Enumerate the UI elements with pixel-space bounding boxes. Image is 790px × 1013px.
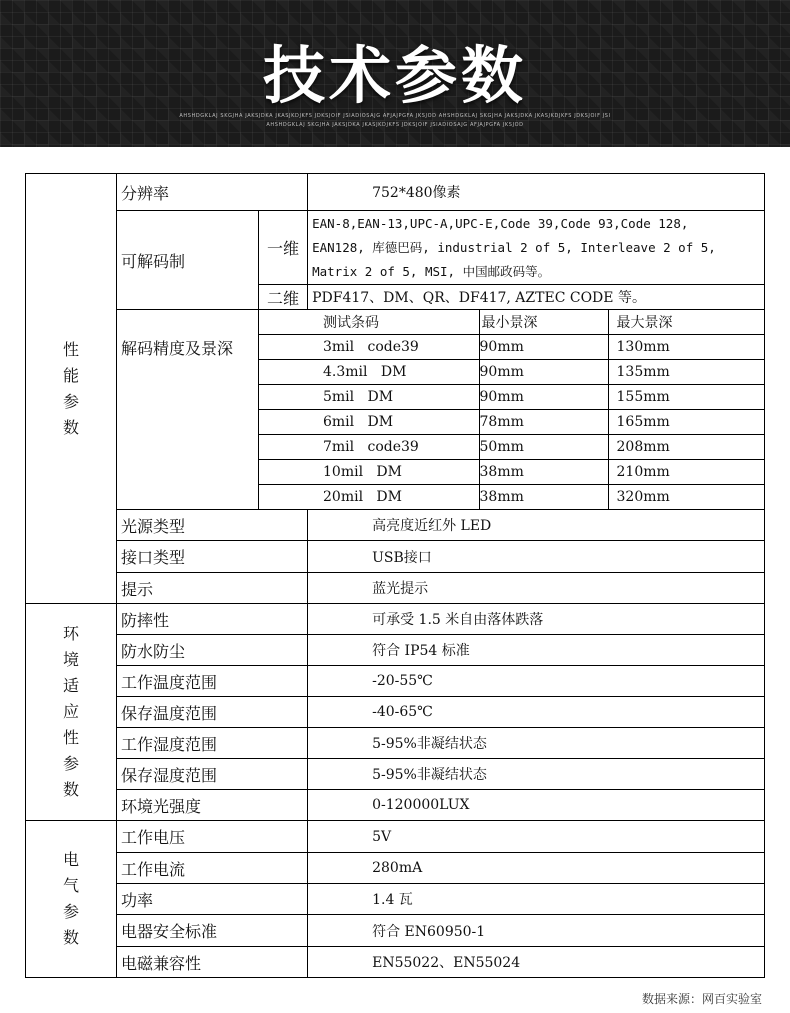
row-value: 蓝光提示 bbox=[308, 573, 765, 604]
row-label: 工作温度范围 bbox=[117, 666, 308, 697]
table-row bbox=[26, 604, 765, 635]
row-value: 高亮度近红外 LED bbox=[308, 510, 765, 541]
table-row: 3mil code39 90mm 130mm bbox=[259, 335, 764, 360]
table-row bbox=[26, 915, 765, 947]
table-row bbox=[26, 759, 765, 790]
row-value: 可承受 1.5 米自由落体跌落 bbox=[308, 604, 765, 635]
sub-label-2d: 二维 bbox=[259, 285, 308, 310]
row-value: 5-95%非凝结状态 bbox=[308, 728, 765, 759]
column-header: 最大景深 bbox=[608, 310, 764, 335]
row-label: 工作电流 bbox=[117, 853, 308, 884]
spec-table bbox=[25, 173, 765, 978]
table-row bbox=[26, 211, 765, 285]
table-row bbox=[26, 728, 765, 759]
row-label: 电器安全标准 bbox=[117, 915, 308, 947]
table-row bbox=[26, 510, 765, 541]
row-label: 工作湿度范围 bbox=[117, 728, 308, 759]
row-value: -40-65℃ bbox=[308, 697, 765, 728]
category-environment: 环 境 适 应 性 参 数 bbox=[26, 604, 117, 821]
table-row bbox=[26, 635, 765, 666]
category-electrical: 电 气 参 数 bbox=[26, 821, 117, 978]
row-label: 解码精度及景深 bbox=[117, 310, 259, 510]
table-row bbox=[26, 666, 765, 697]
row-label: 保存温度范围 bbox=[117, 697, 308, 728]
table-row bbox=[26, 573, 765, 604]
row-label: 接口类型 bbox=[117, 541, 308, 573]
table-row bbox=[26, 790, 765, 821]
row-value: 5-95%非凝结状态 bbox=[308, 759, 765, 790]
table-header-row bbox=[259, 310, 764, 335]
row-label: 功率 bbox=[117, 884, 308, 915]
row-label: 工作电压 bbox=[117, 821, 308, 853]
precision-subtable-cell bbox=[259, 310, 765, 510]
table-row bbox=[26, 853, 765, 884]
row-value: 符合 IP54 标准 bbox=[308, 635, 765, 666]
table-row: 20mil DM 38mm 320mm bbox=[259, 485, 764, 510]
table-row: 7mil code39 50mm 208mm bbox=[259, 435, 764, 460]
row-label: 环境光强度 bbox=[117, 790, 308, 821]
row-value-2d: PDF417、DM、QR、DF417, AZTEC CODE 等。 bbox=[308, 285, 765, 310]
row-value: USB接口 bbox=[308, 541, 765, 573]
row-label: 电磁兼容性 bbox=[117, 947, 308, 978]
table-row: 5mil DM 90mm 155mm bbox=[259, 385, 764, 410]
decorative-subtitle: AHSHDGKLAJ SKGJHA JAKSJDKA JKASJKDJKFS JDKSJOIF JSIADIOSAJG AFJAJPGFA JKSJOD AHSHDGKLAJ SKGJHA JAKSJDKA JKASJKDJKFS JDKSJOIF JSI bbox=[179, 113, 611, 119]
column-header: 最小景深 bbox=[479, 310, 608, 335]
row-value: -20-55℃ bbox=[308, 666, 765, 697]
row-label: 光源类型 bbox=[117, 510, 308, 541]
row-value: 符合 EN60950-1 bbox=[308, 915, 765, 947]
table-row bbox=[26, 947, 765, 978]
data-source-note: 数据来源：网百实验室 bbox=[641, 992, 762, 1006]
table-row bbox=[26, 821, 765, 853]
table-row: 6mil DM 78mm 165mm bbox=[259, 410, 764, 435]
table-row bbox=[26, 174, 765, 211]
row-label: 分辨率 bbox=[117, 174, 308, 211]
precision-table bbox=[259, 310, 764, 509]
table-row bbox=[26, 541, 765, 573]
table-row: 10mil DM 38mm 210mm bbox=[259, 460, 764, 485]
row-value: 280mA bbox=[308, 853, 765, 884]
row-value: 5V bbox=[308, 821, 765, 853]
row-label: 提示 bbox=[117, 573, 308, 604]
page-title: 技术参数 bbox=[262, 39, 527, 112]
row-value: 1.4 瓦 bbox=[308, 884, 765, 915]
column-header: 测试条码 bbox=[259, 310, 479, 335]
row-label: 防水防尘 bbox=[117, 635, 308, 666]
table-row: 4.3mil DM 90mm 135mm bbox=[259, 360, 764, 385]
row-value: 0-120000LUX bbox=[308, 790, 765, 821]
decorative-subtitle: AHSHDGKLAJ SKGJHA JAKSJDKA JKASJKDJKFS JDKSJOIF JSIADIOSAJG AFJAJPGFA JKSJOD bbox=[266, 122, 524, 128]
sub-label-1d: 一维 bbox=[259, 211, 308, 285]
row-value: 752*480像素 bbox=[308, 174, 765, 211]
table-row bbox=[26, 884, 765, 915]
row-value-1d: EAN-8,EAN-13,UPC-A,UPC-E,Code 39,Code 93,Code 128, EAN128, 库德巴码, industrial 2 of 5, Interleave 2 of 5, Matrix 2 of 5, MSI, 中国邮政码等。 bbox=[308, 211, 765, 285]
table-row bbox=[26, 697, 765, 728]
category-performance: 性 能 参 数 bbox=[26, 174, 117, 604]
row-label: 保存湿度范围 bbox=[117, 759, 308, 790]
row-label: 可解码制 bbox=[117, 211, 259, 310]
header-banner bbox=[0, 0, 790, 147]
row-label: 防摔性 bbox=[117, 604, 308, 635]
row-value: EN55022、EN55024 bbox=[308, 947, 765, 978]
